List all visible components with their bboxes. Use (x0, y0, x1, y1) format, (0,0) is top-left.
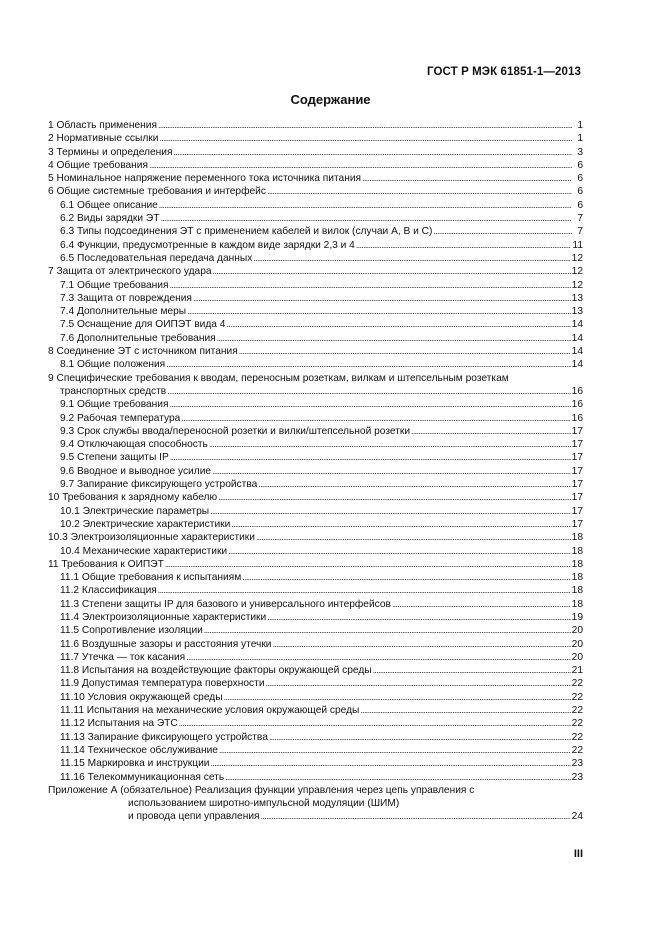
toc-entry-page: 22 (571, 705, 583, 717)
toc-entry-label: 7.4 Дополнительные меры (60, 306, 187, 318)
toc-entry-page: 21 (571, 665, 583, 677)
toc-leader-dots (158, 584, 571, 597)
toc-entry[interactable] (48, 691, 583, 704)
toc-entry[interactable] (48, 345, 583, 358)
toc-entry-label: 5 Номинальное напряжение переменного тока источника питания (48, 173, 362, 185)
toc-entry-label: 10.4 Механические характеристики (60, 545, 228, 557)
toc-leader-dots (392, 598, 571, 611)
toc-entry-page: 6 (577, 199, 583, 211)
toc-entry-page: 17 (571, 465, 583, 477)
toc-entry-page: 11 (572, 239, 583, 251)
toc-entry-page: 7 (577, 226, 583, 238)
toc-entry[interactable] (48, 465, 583, 478)
toc-leader-dots (167, 385, 570, 398)
toc-entry[interactable] (48, 225, 583, 238)
toc-entry-label: 9.2 Рабочая температура (60, 412, 181, 424)
toc-entry[interactable] (48, 624, 583, 637)
toc-entry-label: 3 Термины и определения (48, 146, 173, 158)
toc-leader-dots (181, 412, 570, 425)
toc-leader-dots (219, 744, 571, 757)
toc-entry-label: 11.11 Испытания на механические условия окружающей среды (60, 705, 360, 717)
toc-entry[interactable] (48, 664, 583, 677)
toc-leader-dots (213, 265, 571, 278)
toc-entry[interactable] (48, 545, 583, 558)
toc-leader-dots (356, 239, 572, 252)
toc-entry-label: 9 Специфические требования к вводам, переносным розеткам, вилкам и штепсельным розеткам (48, 372, 509, 384)
toc-entry-label: 6.1 Общее описание (60, 199, 158, 211)
toc-leader-dots (179, 717, 571, 730)
toc-entry-label: 11.8 Испытания на воздействующие факторы окружающей среды (60, 665, 372, 677)
toc-leader-dots (433, 225, 572, 238)
toc-leader-dots (231, 518, 570, 531)
toc-entry[interactable] (48, 717, 583, 730)
toc-entry-page: 13 (571, 292, 583, 304)
toc-entry[interactable] (48, 332, 583, 345)
toc-entry-page: 6 (577, 173, 583, 185)
toc-entry-label: 6.5 Последовательная передача данных (60, 252, 253, 264)
toc-entry[interactable] (48, 531, 583, 544)
toc-leader-dots (225, 771, 571, 784)
toc-leader-dots (226, 318, 570, 331)
toc-entry-page: 13 (571, 306, 583, 318)
toc-entry[interactable] (48, 571, 583, 584)
toc-entry-page: 17 (571, 479, 583, 491)
toc-entry-page: 18 (571, 545, 583, 557)
page-title: Содержание (290, 92, 371, 107)
toc-entry[interactable] (48, 172, 583, 185)
toc-entry-label: 11.13 Запирание фиксирующего устройства (60, 731, 268, 743)
toc-leader-dots (256, 531, 571, 544)
toc-leader-dots (360, 704, 570, 717)
toc-entry-label: 8.1 Общие положения (60, 359, 166, 371)
toc-entry-page: 14 (571, 346, 583, 358)
toc-entry-page: 20 (571, 638, 583, 650)
toc-entry-label: 2 Нормативные ссылки (48, 133, 159, 145)
toc-entry[interactable] (48, 425, 583, 438)
toc-entry[interactable] (48, 797, 583, 810)
toc-entry-label: 11.16 Телекоммуникационная сеть (60, 771, 225, 783)
toc-leader-dots (253, 252, 570, 265)
toc-leader-dots (212, 465, 571, 478)
toc-entry-label: 10.3 Электроизоляционные характеристики (48, 532, 255, 544)
toc-entry-label: 7.6 Дополнительные требования (60, 332, 216, 344)
toc-entry[interactable] (48, 677, 583, 690)
toc-leader-dots (210, 505, 571, 518)
toc-entry-page: 22 (571, 744, 583, 756)
toc-leader-dots (166, 358, 570, 371)
toc-entry-page: 17 (571, 452, 583, 464)
toc-entry-page: 12 (571, 252, 583, 264)
toc-entry[interactable] (48, 651, 583, 664)
toc-entry-label: 9.3 Срок службы ввода/переносной розетки и вилки/штепсельной розетки (60, 425, 411, 437)
toc-entry-label: 11.3 Степени защиты IP для базового и универсального интерфейсов (60, 598, 391, 610)
toc-entry[interactable] (48, 372, 583, 385)
toc-entry[interactable] (48, 518, 583, 531)
toc-leader-dots (210, 757, 570, 770)
toc-entry-page: 22 (571, 731, 583, 743)
toc-entry-label: 7.3 Защита от повреждения (60, 292, 192, 304)
toc-entry-label: 11 Требования к ОИПЭТ (48, 558, 164, 570)
toc-leader-dots (269, 731, 571, 744)
toc-entry-label: 11.14 Техническое обслуживание (60, 744, 218, 756)
toc-entry-page: 19 (571, 611, 583, 623)
toc-entry[interactable] (48, 611, 583, 624)
toc-entry-page: 23 (571, 758, 583, 770)
toc-entry-page: 20 (571, 651, 583, 663)
toc-leader-dots (239, 345, 571, 358)
toc-entry-label: 11.7 Утечка — ток касания (60, 651, 186, 663)
toc-entry-label: 11.5 Сопротивление изоляции (60, 625, 203, 637)
table-of-contents (48, 119, 583, 824)
toc-leader-dots (261, 810, 571, 823)
toc-entry-label: 1 Область применения (48, 120, 157, 131)
toc-entry-page: 23 (571, 771, 583, 783)
toc-entry-page: 18 (571, 558, 583, 570)
toc-entry-page: 16 (571, 385, 583, 397)
toc-entry-label: 10 Требования к зарядному кабелю (48, 492, 218, 504)
toc-entry-page: 1 (577, 120, 583, 131)
toc-entry-label: 11.6 Воздушные зазоры и расстояния утечки (60, 638, 272, 650)
toc-entry-label: 7.1 Общие требования (60, 279, 169, 291)
toc-leader-dots (193, 292, 571, 305)
toc-entry-label: 11.12 Испытания на ЭТС (60, 718, 178, 730)
toc-leader-dots (160, 212, 572, 225)
toc-entry[interactable] (48, 757, 583, 770)
toc-entry[interactable] (48, 438, 583, 451)
toc-entry[interactable] (48, 132, 583, 145)
toc-entry[interactable] (48, 598, 583, 611)
toc-entry-page: 17 (571, 425, 583, 437)
toc-entry-label: 7.5 Оснащение для ОИПЭТ вида 4 (60, 319, 226, 331)
toc-entry[interactable] (48, 784, 583, 797)
toc-entry[interactable] (48, 212, 583, 225)
toc-entry-label: 11.15 Маркировка и инструкции (60, 758, 210, 770)
toc-entry-label: 10.1 Электрические параметры (60, 505, 210, 517)
toc-entry-label: 11.2 Классификация (60, 585, 157, 597)
toc-entry-page: 17 (571, 518, 583, 530)
toc-leader-dots (170, 398, 571, 411)
toc-leader-dots (149, 159, 572, 172)
toc-entry-label: 9.6 Вводное и выводное усилие (60, 465, 212, 477)
toc-leader-dots (170, 451, 571, 464)
toc-entry-label: 11.10 Условия окружающей среды (60, 691, 223, 703)
toc-entry-page: 14 (571, 332, 583, 344)
toc-entry-label: 6.4 Функции, предусмотренные в каждом виде зарядки 2,3 и 4 (60, 239, 355, 251)
toc-entry[interactable] (48, 638, 583, 651)
toc-leader-dots (165, 558, 571, 571)
toc-entry-label: 9.4 Отключающая способность (60, 439, 208, 451)
toc-entry-label: и провода цепи управления (128, 811, 260, 823)
toc-entry-label: 9.1 Общие требования (60, 399, 169, 411)
toc-entry[interactable] (48, 412, 583, 425)
toc-leader-dots (218, 491, 571, 504)
toc-leader-dots (217, 332, 571, 345)
toc-entry-label: 6 Общие системные требования и интерфейс (48, 186, 266, 198)
toc-entry-label: использованием широтно-импульсной модуляции (ШИМ) (128, 798, 400, 810)
toc-entry-page: 6 (577, 159, 583, 171)
toc-entry-page: 12 (571, 266, 583, 278)
toc-entry[interactable] (48, 505, 583, 518)
toc-entry-label: 6.3 Типы подсоединения ЭТ с применением кабелей и вилок (случаи А, В и С) (60, 226, 433, 238)
toc-leader-dots (411, 425, 571, 438)
toc-entry-page: 12 (571, 279, 583, 291)
toc-entry-label: 8 Соединение ЭТ с источником питания (48, 346, 238, 358)
toc-entry-page: 17 (571, 492, 583, 504)
toc-entry-label: 11.9 Допустимая температура поверхности (60, 678, 265, 690)
toc-leader-dots (242, 571, 570, 584)
toc-entry-page: 14 (571, 319, 583, 331)
toc-entry-page: 22 (571, 691, 583, 703)
toc-entry[interactable] (48, 385, 583, 398)
toc-entry-label: Приложение А (обязательное) Реализация функции управления через цепь управления с (48, 784, 475, 796)
toc-entry-label: 7 Защита от электрического удара (48, 266, 212, 278)
toc-entry[interactable] (48, 318, 583, 331)
toc-entry-label: транспортных средств (60, 385, 167, 397)
toc-entry[interactable] (48, 451, 583, 464)
toc-entry[interactable] (48, 491, 583, 504)
toc-leader-dots (187, 305, 571, 318)
toc-leader-dots (267, 611, 570, 624)
toc-entry-page: 18 (571, 532, 583, 544)
toc-entry-page: 24 (571, 811, 583, 823)
standard-id: ГОСТ Р МЭК 61851-1—2013 (427, 66, 581, 78)
toc-entry[interactable] (48, 704, 583, 717)
toc-leader-dots (159, 132, 572, 145)
toc-entry[interactable] (48, 558, 583, 571)
page-number: III (573, 848, 583, 860)
toc-entry-label: 11.4 Электроизоляционные характеристики (60, 611, 267, 623)
toc-leader-dots (170, 279, 571, 292)
toc-leader-dots (266, 677, 571, 690)
toc-entry[interactable] (48, 279, 583, 292)
toc-entry-page: 18 (571, 585, 583, 597)
toc-leader-dots (159, 199, 572, 212)
toc-entry-label: 6.2 Виды зарядки ЭТ (60, 213, 160, 225)
toc-leader-dots (173, 146, 572, 159)
toc-entry-page: 3 (577, 146, 583, 158)
toc-entry-label: 9.5 Степени защиты IP (60, 452, 169, 464)
toc-entry-page: 18 (571, 598, 583, 610)
toc-entry-page: 22 (571, 718, 583, 730)
toc-entry-page: 16 (571, 399, 583, 411)
toc-entry-label: 9.7 Запирание фиксирующего устройства (60, 479, 258, 491)
toc-entry[interactable] (48, 771, 583, 784)
toc-entry[interactable] (48, 584, 583, 597)
toc-entry[interactable] (48, 478, 583, 491)
toc-leader-dots (209, 438, 571, 451)
toc-leader-dots (258, 478, 570, 491)
toc-entry-label: 11.1 Общие требования к испытаниям (60, 572, 242, 584)
toc-leader-dots (373, 664, 571, 677)
toc-entry[interactable] (48, 731, 583, 744)
toc-entry[interactable] (48, 305, 583, 318)
toc-entry-page: 17 (571, 439, 583, 451)
toc-entry-page: 7 (577, 213, 583, 225)
toc-entry[interactable] (48, 146, 583, 159)
toc-entry[interactable] (48, 358, 583, 371)
toc-entry[interactable] (48, 810, 583, 823)
toc-leader-dots (267, 185, 572, 198)
toc-entry[interactable] (48, 252, 583, 265)
toc-leader-dots (272, 638, 570, 651)
toc-leader-dots (228, 545, 571, 558)
toc-entry[interactable] (48, 159, 583, 172)
toc-entry-page: 1 (577, 133, 583, 145)
toc-entry-page: 22 (571, 678, 583, 690)
toc-entry[interactable] (48, 185, 583, 198)
toc-entry[interactable] (48, 119, 583, 132)
toc-leader-dots (362, 172, 572, 185)
toc-entry[interactable] (48, 239, 583, 252)
toc-leader-dots (224, 691, 571, 704)
toc-entry[interactable] (48, 398, 583, 411)
toc-leader-dots (186, 651, 570, 664)
toc-entry-page: 6 (577, 186, 583, 198)
toc-entry-page: 20 (571, 625, 583, 637)
toc-entry[interactable] (48, 292, 583, 305)
toc-leader-dots (158, 119, 572, 132)
toc-entry-page: 14 (571, 359, 583, 371)
toc-entry-page: 18 (571, 572, 583, 584)
toc-entry-label: 4 Общие требования (48, 159, 149, 171)
toc-entry[interactable] (48, 744, 583, 757)
toc-entry-label: 10.2 Электрические характеристики (60, 518, 231, 530)
toc-leader-dots (204, 624, 571, 637)
toc-entry[interactable] (48, 199, 583, 212)
toc-entry[interactable] (48, 265, 583, 278)
toc-entry-page: 16 (571, 412, 583, 424)
toc-entry-page: 17 (571, 505, 583, 517)
